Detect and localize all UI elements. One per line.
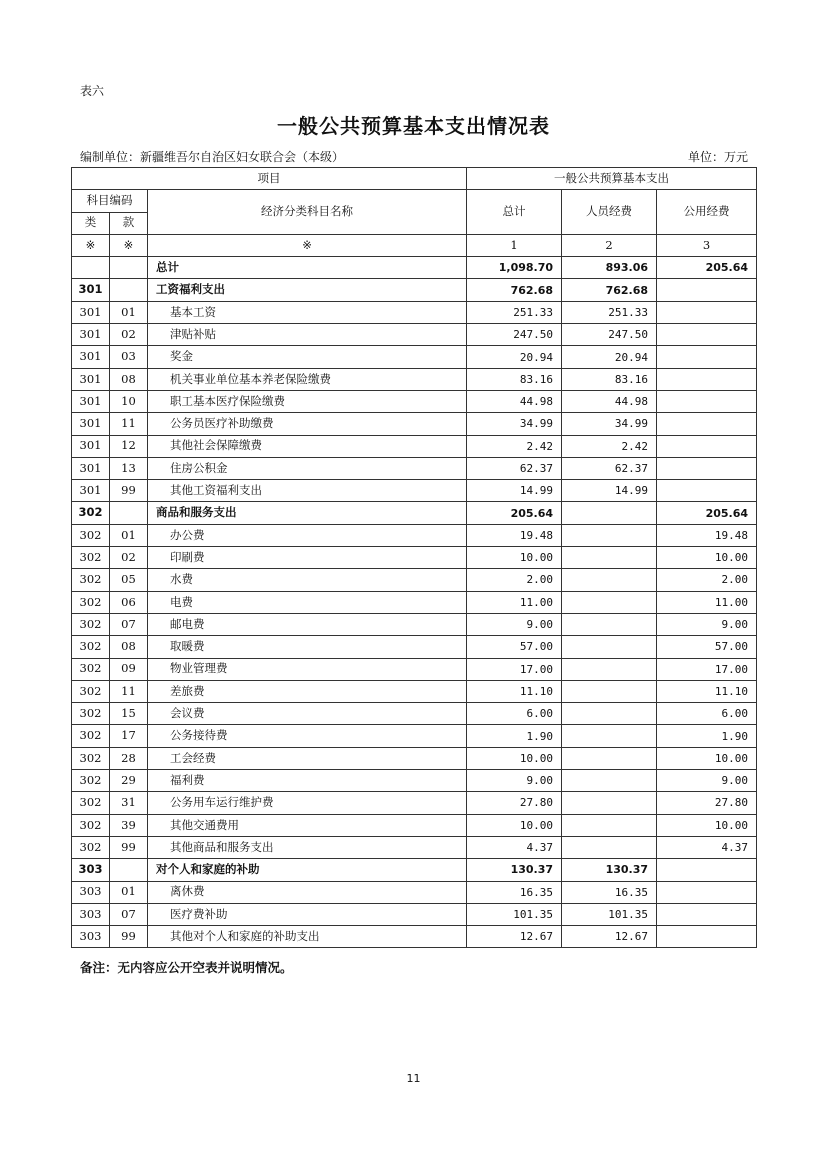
cell-name: 福利费 (148, 770, 467, 792)
cell-kuan: 09 (110, 658, 148, 680)
table-row (72, 658, 757, 680)
table-row (72, 390, 757, 412)
cell-public: 1.90 (657, 725, 757, 747)
cell-kuan: 07 (110, 903, 148, 925)
cell-personnel (562, 613, 657, 635)
cell-kuan (110, 502, 148, 524)
cell-personnel (562, 547, 657, 569)
cell-public (657, 413, 757, 435)
cell-kuan: 11 (110, 413, 148, 435)
cell-total: 762.68 (467, 279, 562, 301)
cell-personnel (562, 770, 657, 792)
table-row (72, 680, 757, 702)
cell-lei: 302 (72, 770, 110, 792)
cell-total: 2.42 (467, 435, 562, 457)
table-row (72, 279, 757, 301)
cell-kuan: 01 (110, 301, 148, 323)
table-row (72, 547, 757, 569)
cell-total: 9.00 (467, 613, 562, 635)
cell-lei: 302 (72, 636, 110, 658)
cell-public (657, 859, 757, 881)
cell-total: 247.50 (467, 324, 562, 346)
table-tag: 表六 (80, 84, 105, 98)
table-body (72, 257, 757, 948)
cell-kuan: 99 (110, 836, 148, 858)
cell-name: 电费 (148, 591, 467, 613)
cell-personnel (562, 636, 657, 658)
cell-public: 17.00 (657, 658, 757, 680)
cell-lei: 302 (72, 569, 110, 591)
cell-lei: 303 (72, 881, 110, 903)
cell-lei: 301 (72, 368, 110, 390)
cell-total: 14.99 (467, 480, 562, 502)
org-label: 编制单位：新疆维吾尔自治区妇女联合会（本级） (80, 150, 345, 164)
cell-public: 19.48 (657, 524, 757, 546)
cell-public (657, 903, 757, 925)
cell-kuan: 03 (110, 346, 148, 368)
table-row (72, 636, 757, 658)
index-2: 2 (562, 234, 657, 256)
cell-name: 基本工资 (148, 301, 467, 323)
cell-name: 印刷费 (148, 547, 467, 569)
cell-total: 27.80 (467, 792, 562, 814)
cell-total: 9.00 (467, 770, 562, 792)
table-row (72, 859, 757, 881)
cell-name: 公务用车运行维护费 (148, 792, 467, 814)
cell-name: 水费 (148, 569, 467, 591)
header-project: 项目 (72, 168, 467, 190)
cell-total: 57.00 (467, 636, 562, 658)
cell-name: 工资福利支出 (148, 279, 467, 301)
cell-total: 62.37 (467, 457, 562, 479)
cell-personnel: 16.35 (562, 881, 657, 903)
cell-kuan: 10 (110, 390, 148, 412)
cell-lei: 302 (72, 680, 110, 702)
cell-personnel: 62.37 (562, 457, 657, 479)
cell-kuan: 99 (110, 926, 148, 948)
cell-kuan: 29 (110, 770, 148, 792)
header-subject-code: 科目编码 (72, 190, 148, 212)
cell-personnel: 130.37 (562, 859, 657, 881)
header-name: 经济分类科目名称 (148, 190, 467, 235)
table-row (72, 346, 757, 368)
table-row (72, 257, 757, 279)
cell-lei: 301 (72, 480, 110, 502)
cell-lei: 302 (72, 658, 110, 680)
cell-name: 差旅费 (148, 680, 467, 702)
cell-public: 10.00 (657, 547, 757, 569)
cell-lei: 302 (72, 703, 110, 725)
cell-name: 职工基本医疗保险缴费 (148, 390, 467, 412)
cell-kuan: 02 (110, 547, 148, 569)
cell-public (657, 435, 757, 457)
cell-kuan: 28 (110, 747, 148, 769)
cell-name: 津贴补贴 (148, 324, 467, 346)
cell-personnel: 83.16 (562, 368, 657, 390)
cell-kuan: 02 (110, 324, 148, 346)
cell-public: 6.00 (657, 703, 757, 725)
cell-lei: 301 (72, 413, 110, 435)
header-lei: 类 (72, 212, 110, 234)
cell-personnel (562, 658, 657, 680)
cell-lei: 302 (72, 725, 110, 747)
cell-total: 20.94 (467, 346, 562, 368)
cell-name: 其他社会保障缴费 (148, 435, 467, 457)
cell-personnel: 34.99 (562, 413, 657, 435)
cell-name: 住房公积金 (148, 457, 467, 479)
cell-personnel: 247.50 (562, 324, 657, 346)
cell-kuan: 11 (110, 680, 148, 702)
cell-public: 9.00 (657, 613, 757, 635)
cell-lei: 301 (72, 457, 110, 479)
cell-kuan (110, 279, 148, 301)
cell-public (657, 324, 757, 346)
table-row (72, 480, 757, 502)
cell-lei: 303 (72, 859, 110, 881)
index-3: 3 (657, 234, 757, 256)
cell-personnel (562, 792, 657, 814)
cell-public (657, 881, 757, 903)
table-row (72, 926, 757, 948)
cell-public (657, 368, 757, 390)
cell-public: 205.64 (657, 502, 757, 524)
table-row (72, 747, 757, 769)
unit-label: 单位：万元 (687, 150, 748, 164)
cell-personnel: 251.33 (562, 301, 657, 323)
cell-kuan: 08 (110, 368, 148, 390)
cell-lei: 302 (72, 814, 110, 836)
cell-kuan: 05 (110, 569, 148, 591)
table-row (72, 703, 757, 725)
cell-total: 251.33 (467, 301, 562, 323)
cell-name: 其他商品和服务支出 (148, 836, 467, 858)
cell-personnel: 44.98 (562, 390, 657, 412)
cell-kuan: 39 (110, 814, 148, 836)
table-row (72, 613, 757, 635)
cell-public (657, 301, 757, 323)
cell-lei: 301 (72, 279, 110, 301)
cell-name: 总计 (148, 257, 467, 279)
cell-personnel (562, 591, 657, 613)
cell-name: 离休费 (148, 881, 467, 903)
header-personnel: 人员经费 (562, 190, 657, 235)
cell-personnel: 12.67 (562, 926, 657, 948)
cell-name: 奖金 (148, 346, 467, 368)
mark-kuan: ※ (110, 234, 148, 256)
cell-kuan: 12 (110, 435, 148, 457)
budget-table (71, 167, 757, 948)
table-row (72, 524, 757, 546)
table-row (72, 903, 757, 925)
cell-public: 27.80 (657, 792, 757, 814)
table-row (72, 814, 757, 836)
cell-kuan: 06 (110, 591, 148, 613)
cell-total: 2.00 (467, 569, 562, 591)
mark-lei: ※ (72, 234, 110, 256)
cell-personnel (562, 524, 657, 546)
cell-kuan (110, 257, 148, 279)
cell-total: 6.00 (467, 703, 562, 725)
cell-lei: 301 (72, 346, 110, 368)
table-row (72, 435, 757, 457)
footnote: 备注：无内容应公开空表并说明情况。 (80, 960, 293, 975)
cell-kuan: 15 (110, 703, 148, 725)
cell-kuan: 01 (110, 881, 148, 903)
mark-name: ※ (148, 234, 467, 256)
cell-public: 9.00 (657, 770, 757, 792)
cell-personnel (562, 747, 657, 769)
cell-name: 其他交通费用 (148, 814, 467, 836)
cell-personnel (562, 680, 657, 702)
cell-name: 对个人和家庭的补助 (148, 859, 467, 881)
table-row (72, 457, 757, 479)
table-row (72, 836, 757, 858)
cell-public (657, 346, 757, 368)
cell-total: 130.37 (467, 859, 562, 881)
cell-lei: 303 (72, 903, 110, 925)
cell-public: 10.00 (657, 747, 757, 769)
cell-public: 4.37 (657, 836, 757, 858)
cell-personnel: 20.94 (562, 346, 657, 368)
cell-name: 其他对个人和家庭的补助支出 (148, 926, 467, 948)
cell-public (657, 926, 757, 948)
cell-public: 11.10 (657, 680, 757, 702)
table-row (72, 591, 757, 613)
cell-name: 公务接待费 (148, 725, 467, 747)
cell-lei: 301 (72, 324, 110, 346)
header-public: 公用经费 (657, 190, 757, 235)
cell-personnel: 893.06 (562, 257, 657, 279)
cell-total: 44.98 (467, 390, 562, 412)
cell-kuan: 17 (110, 725, 148, 747)
cell-personnel: 2.42 (562, 435, 657, 457)
cell-kuan: 31 (110, 792, 148, 814)
cell-name: 商品和服务支出 (148, 502, 467, 524)
cell-name: 办公费 (148, 524, 467, 546)
cell-total: 10.00 (467, 814, 562, 836)
cell-personnel: 14.99 (562, 480, 657, 502)
table-row (72, 413, 757, 435)
cell-lei: 302 (72, 502, 110, 524)
cell-lei: 301 (72, 435, 110, 457)
table-row (72, 770, 757, 792)
cell-lei (72, 257, 110, 279)
cell-personnel (562, 725, 657, 747)
table-row (72, 502, 757, 524)
header-total: 总计 (467, 190, 562, 235)
table-row (72, 569, 757, 591)
cell-total: 1,098.70 (467, 257, 562, 279)
table-row (72, 792, 757, 814)
cell-name: 邮电费 (148, 613, 467, 635)
page-number: 11 (406, 1072, 421, 1085)
cell-public (657, 390, 757, 412)
cell-lei: 303 (72, 926, 110, 948)
cell-public: 2.00 (657, 569, 757, 591)
cell-personnel: 101.35 (562, 903, 657, 925)
cell-kuan (110, 859, 148, 881)
cell-total: 19.48 (467, 524, 562, 546)
cell-public (657, 279, 757, 301)
cell-lei: 301 (72, 301, 110, 323)
cell-kuan: 99 (110, 480, 148, 502)
table-row (72, 301, 757, 323)
cell-total: 205.64 (467, 502, 562, 524)
cell-name: 医疗费补助 (148, 903, 467, 925)
cell-name: 物业管理费 (148, 658, 467, 680)
cell-name: 其他工资福利支出 (148, 480, 467, 502)
cell-total: 10.00 (467, 747, 562, 769)
cell-personnel (562, 703, 657, 725)
cell-lei: 302 (72, 591, 110, 613)
cell-name: 机关事业单位基本养老保险缴费 (148, 368, 467, 390)
cell-total: 10.00 (467, 547, 562, 569)
header-kuan: 款 (110, 212, 148, 234)
cell-total: 11.10 (467, 680, 562, 702)
cell-lei: 302 (72, 747, 110, 769)
cell-name: 公务员医疗补助缴费 (148, 413, 467, 435)
cell-kuan: 01 (110, 524, 148, 546)
cell-public: 57.00 (657, 636, 757, 658)
cell-personnel (562, 502, 657, 524)
table-row (72, 324, 757, 346)
cell-kuan: 07 (110, 613, 148, 635)
table-row (72, 725, 757, 747)
cell-lei: 302 (72, 524, 110, 546)
table-row (72, 368, 757, 390)
cell-total: 17.00 (467, 658, 562, 680)
cell-personnel (562, 569, 657, 591)
cell-lei: 302 (72, 792, 110, 814)
cell-personnel (562, 836, 657, 858)
page-title: 一般公共预算基本支出情况表 (277, 114, 550, 138)
table-row (72, 881, 757, 903)
cell-name: 会议费 (148, 703, 467, 725)
cell-total: 83.16 (467, 368, 562, 390)
index-1: 1 (467, 234, 562, 256)
cell-public: 205.64 (657, 257, 757, 279)
cell-lei: 302 (72, 836, 110, 858)
cell-kuan: 08 (110, 636, 148, 658)
cell-total: 1.90 (467, 725, 562, 747)
cell-personnel (562, 814, 657, 836)
cell-name: 取暖费 (148, 636, 467, 658)
cell-total: 12.67 (467, 926, 562, 948)
cell-name: 工会经费 (148, 747, 467, 769)
cell-lei: 302 (72, 547, 110, 569)
cell-public: 10.00 (657, 814, 757, 836)
cell-total: 11.00 (467, 591, 562, 613)
cell-public (657, 480, 757, 502)
cell-lei: 301 (72, 390, 110, 412)
cell-total: 101.35 (467, 903, 562, 925)
cell-total: 34.99 (467, 413, 562, 435)
cell-total: 16.35 (467, 881, 562, 903)
cell-public: 11.00 (657, 591, 757, 613)
cell-personnel: 762.68 (562, 279, 657, 301)
cell-lei: 302 (72, 613, 110, 635)
cell-public (657, 457, 757, 479)
cell-kuan: 13 (110, 457, 148, 479)
header-budget-group: 一般公共预算基本支出 (467, 168, 757, 190)
cell-total: 4.37 (467, 836, 562, 858)
